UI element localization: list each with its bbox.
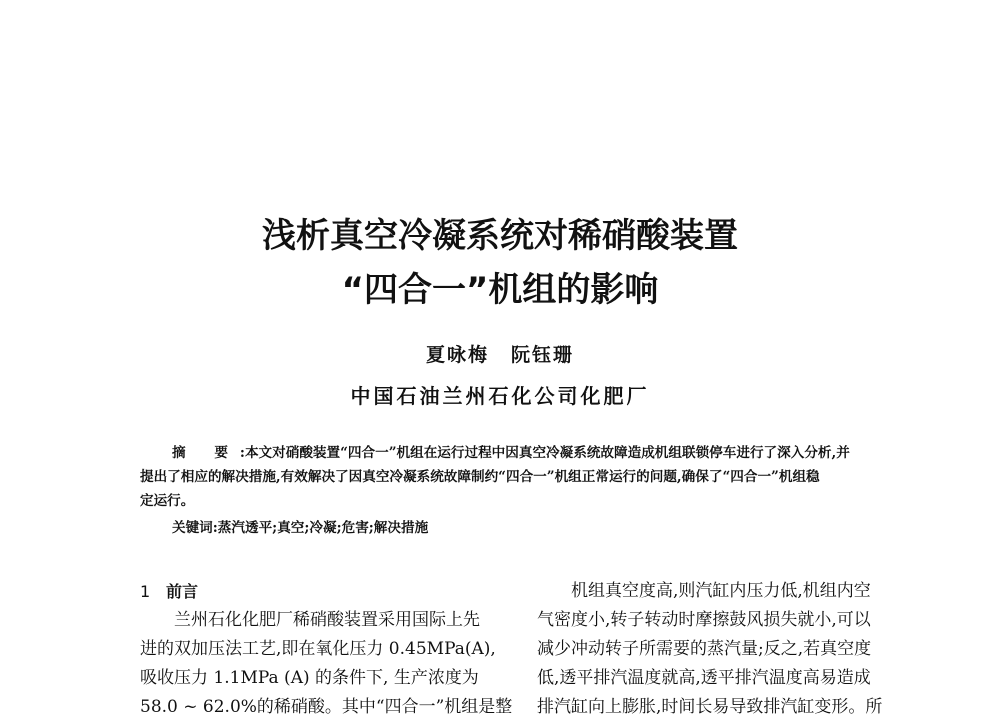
abstract-block [140,441,892,513]
abstract-line [140,441,892,465]
body-line: 58.0 ~ 62.0%的稀硝酸。其中“四合一”机组是整 [140,697,513,717]
author-name: 阮钰珊 [511,344,575,366]
body-line: 排汽缸向上膨胀,时间长易导致排汽缸变形。所 [537,697,883,717]
author-name: 夏咏梅 [425,344,489,366]
abstract-text: :本文对硝酸装置“四合一”机组在运行过程中因真空冷凝系统故障造成机组联锁停车进行了深入分析,并 [239,445,850,461]
section-number: 1 [140,582,151,601]
body-line: 吸收压力 1.1MPa (A) 的条件下, 生产浓度为 [140,668,479,688]
abstract-line: 定运行。 [140,493,195,509]
author-list [0,340,1000,367]
abstract-label: 摘 要 [172,445,240,461]
body-line: 进的双加压法工艺,即在氧化压力 0.45MPa(A), [140,639,496,659]
right-column [537,577,893,722]
body-line: 气密度小,转子转动时摩擦鼓风损失就小,可以 [537,610,871,630]
body-line: 兰州石化化肥厂稀硝酸装置采用国际上先 [174,610,480,630]
keywords-label: 关键词 [172,520,213,536]
section-title: 前言 [166,582,199,601]
body-line: 减少冲动转子所需要的蒸汽量;反之,若真空度 [537,639,872,659]
paper-title-line-2: “四合一”机组的影响 [341,270,659,310]
keywords-block [172,516,892,540]
body-line: 机组真空度高,则汽缸内压力低,机组内空 [571,581,871,601]
author-affiliation: 中国石油兰州石化公司化肥厂 [350,384,650,408]
abstract-line: 提出了相应的解决措施,有效解决了因真空冷凝系统故障制约“四合一”机组正常运行的问题,确保了“四合一”机组稳 [140,469,820,485]
keywords-text: :蒸汽透平;真空;冷凝;危害;解决措施 [212,520,429,536]
body-line: 低,透平排汽温度就高,透平排汽温度高易造成 [537,668,871,688]
section-heading [140,577,496,606]
left-column [140,577,513,722]
paper-title-line-1: 浅析真空冷凝系统对稀硝酸装置 [262,216,738,256]
